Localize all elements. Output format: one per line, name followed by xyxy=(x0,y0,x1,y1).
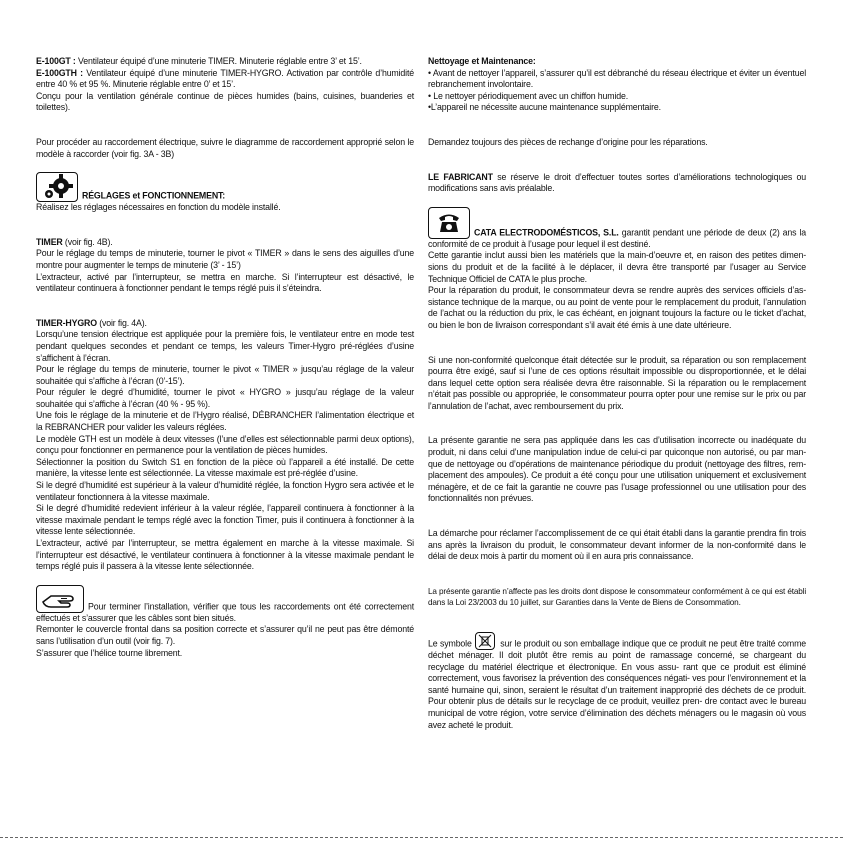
settings-heading xyxy=(36,172,414,202)
warranty-text-3: Pour la réparation du produit, le consommateur devra se rendre auprès des services officiels d’as- sistance technique de la marque, ou au point de vente pour le remplacement du produit, l’annulation de l’achat ou la réduction du prix, le cas échéant, en joignant toujours la facture ou le ticket d’achat, ou bien le bon de livraison correspondant s’il avait été émis à une date ultérieure. xyxy=(428,285,806,330)
hygro-heading xyxy=(36,318,414,330)
hygro-ref: (voir fig. 4A). xyxy=(96,317,147,328)
timer-text-2: L’extracteur, activé par l’interrupteur, se mettra en marche. Si l’interrupteur est désactivé, le ventilateur continuera à fonctionner pendant le temps réglé puis il s’éteindra. xyxy=(36,271,414,294)
hygro-text-2: Pour le réglage du temps de minuterie, tourner le pivot « TIMER » jusqu’au réglage de la valeur souhaitée qui s’affiche à l’écran (0’-15’). xyxy=(36,364,414,386)
timer-ref: (voir fig. 4B). xyxy=(62,236,113,247)
model-gth-label: E-100GTH : xyxy=(36,67,83,78)
law-text: La présente garantie n’affecte pas les droits dont dispose le consommateur conformément à ce qui est établi dans la Loi 23/2003 du 10 juillet, sur Garanties dans la Vente de Biens de Consommation. xyxy=(428,586,806,608)
finish-text-3: S’assurer que l’hélice tourne librement. xyxy=(36,647,183,658)
hygro-text-4: Une fois le réglage de la minuterie et de l’Hygro réalisé, DÉBRANCHER l’alimentation électrique et la REBRANCHER pour valider les valeurs réglées. xyxy=(36,410,414,433)
finish-text-2: Remonter le couvercle frontal dans sa position correcte et s’assurer qu’il ne peut pas être démonté sans l’utilisation d’un outil (voir fig. 7). xyxy=(36,624,414,646)
hygro-title: TIMER-HYGRO xyxy=(36,317,97,328)
maintenance-item-3: •L’appareil ne nécessite aucune maintenance supplémentaire. xyxy=(428,102,661,113)
settings-text: Réalisez les réglages nécessaires en fonction du modèle installé. xyxy=(36,202,281,213)
maintenance-item-2: • Le nettoyer périodiquement avec un chiffon humide. xyxy=(428,90,629,101)
hygro-text-1: Lorsqu’une tension électrique est appliquée pour la première fois, le ventilateur entre en mode test pendant quelques secondes et pendant ce temps, les valeurs Timer-Hygro pré-réglées d’usine s’affichent à l’écran. xyxy=(36,329,414,363)
weee-paragraph xyxy=(428,632,806,731)
spare-parts-text: Demandez toujours des pièces de rechange d’origine pour les réparations. xyxy=(428,136,708,147)
settings-title: RÉGLAGES et FONCTIONNEMENT: xyxy=(82,190,226,201)
hygro-text-8: Si le degré d’humidité redevient inférieur à la valeur réglée, l’appareil continuera à fonctionner à la vitesse maximale pendant le temps réglé avec la fonction Timer, puis il continuera à fonctionner à la vitesse lente sélectionnée. xyxy=(36,503,414,537)
hygro-text-6: Sélectionner la position du Switch S1 en fonction de la pièce où l’appareil a été installé. De cette manière, la vitesse lente est sélectionnée. La vitesse maximale est pré-réglée d’usine. xyxy=(36,456,414,479)
hygro-text-5: Le modèle GTH est un modèle à deux vitesses (l’une d’elles est sélectionnable parmi deux options), conçu pour fonctionner en permanence pour la ventilation de pièces humides. xyxy=(36,433,414,456)
hygro-text-9: L’extracteur, activé par l’interrupteur, se mettra également en marche à la vitesse maximale. Si l’interrupteur est désactivé, le ventilateur continuera à fonctionner à la vitesse maximale pendant le temps réglé puis il passera à la vitesse lente sélectionnée. xyxy=(36,538,414,572)
nonconformity-text: Si une non-conformité quelconque était détectée sur le produit, sa réparation ou son remplacement pourra être exigé, sauf si l’une de ces options résultait impossible ou disproportionnée, et le délai dans lequel cette option sera réalisée devra être raisonnable. Si la réparation ou le remplacement n’était pas possible ou appropriée, le consommateur pourra opter pour une remise sur le prix ou par l’annulation de l’achat, avec remboursement du prix. xyxy=(428,354,806,411)
left-column xyxy=(36,56,414,659)
usage-paragraph: Conçu pour la ventilation générale continue de pièces humides (bains, cuisines, buanderies et toilettes). xyxy=(36,90,414,113)
finish-text-1-content: Pour terminer l’installation, vérifier que tous les raccordements ont été correctement effectués et s’assurer que les câbles sont bien situés. xyxy=(36,601,414,623)
warranty-text-2: Cette garantie inclut aussi bien les matériels que la main-d’oeuvre et, en raison des petites dimen- sions du produit et de la facilité à le déplacer, il devra être transporté par l’usager au Service Technique Officiel de CATA le plus proche. xyxy=(428,250,806,284)
manufacturer-paragraph xyxy=(428,172,806,195)
maintenance-item-1: • Avant de nettoyer l’appareil, s’assurer qu’il est débranché du réseau électrique et éviter un éventuel rebranchement involontaire. xyxy=(428,67,806,90)
timer-text-1: Pour le réglage du temps de minuterie, tourner le pivot « TIMER » dans le sens des aiguilles d’une montre pour augmenter le temps de minuterie (3’ - 15’) xyxy=(36,248,414,270)
page-bottom-border xyxy=(0,837,843,840)
manufacturer-text: se réserve le droit d’effectuer toutes sortes d’améliorations technologiques ou modifications sans avis préalable. xyxy=(428,171,806,194)
model-gt-paragraph xyxy=(36,56,414,68)
weee-text-end: sur le produit ou son emballage indique que ce produit ne peut être traité comme déchet ménager. Il doit plutôt être remis au point de ramassage concerné, se chargeant du recyclage du matériel électrique et électronique. En vous assu- rant que ce produit est éliminé correctement, vous favorisez la prévention des conséquences négati- ves pour l’environnement et la santé humaine qui, sinon, seraient le résultat d’un traitement inapproprié des déchets de ce produit. Pour obtenir plus de détails sur le recyclage de ce produit, veuillez pren- dre contact avec le bureau municipal de votre région, votre service d’élimination des déchets ménagers ou le magasin où vous avez acheté le produit. xyxy=(428,638,806,730)
claim-text: La démarche pour réclamer l’accomplissement de ce qui était établi dans la garantie prendra fin trois ans après la livraison du produit, le consommateur devant informer de la non-conformité dans le délai de deux mois à partir du moment où il en aura pris connaissance. xyxy=(428,528,806,562)
gear-icon xyxy=(36,172,78,202)
model-gth-paragraph xyxy=(36,68,414,91)
warranty-company: CATA ELECTRODOMÉSTICOS, S.L. xyxy=(474,227,619,238)
exclusion-text: La présente garantie ne sera pas appliquée dans les cas d’utilisation incorrecte ou inadéquate du produit, ni dans celui d’une manipulation indue de celui-ci par quiconque non autorisé, ou par man- que de nettoyage ou d’opérations de maintenance périodique du produit (nettoyage des filtres, rem- placement des ampoules). Ce produit a été conçu pour une utilisation uniquement et exclusivement ménagère, et de ce fait la garantie ne couvre pas l’usage professionnel ou une utilisation pour des fonctionnalités non prévues. xyxy=(428,435,806,504)
pointing-hand-icon xyxy=(36,585,84,613)
crossed-bin-icon xyxy=(475,632,495,650)
model-gth-text: Ventilateur équipé d’une minuterie TIMER-HYGRO. Activation par contrôle d’humidité entre 40 % et 95 %. Minuterie réglable entre 0’ et 15’. xyxy=(36,67,415,90)
finish-text-1 xyxy=(36,585,414,625)
timer-title: TIMER xyxy=(36,236,63,247)
warranty-text: garantit pendant une période de deux (2) ans la conformité de ce produit à l’usage pour lequel il est destiné. xyxy=(428,227,806,249)
right-column xyxy=(428,56,806,731)
weee-text-start: Le symbole xyxy=(428,638,472,649)
warranty-paragraph xyxy=(428,207,806,251)
manufacturer-label: LE FABRICANT xyxy=(428,171,493,182)
maintenance-title: Nettoyage et Maintenance: xyxy=(428,56,536,66)
model-gt-label: E-100GT : xyxy=(36,56,76,66)
telephone-icon xyxy=(428,207,470,239)
model-gt-text: Ventilateur équipé d’une minuterie TIMER. Minuterie réglable entre 3’ et 15’. xyxy=(75,56,362,66)
hygro-text-3: Pour réguler le degré d’humidité, tourner le pivot « HYGRO » jusqu’au réglage de la valeur souhaitée qui s’affiche à l’écran (40 % - 95 %). xyxy=(36,387,414,409)
hygro-text-7: Si le degré d’humidité est supérieur à la valeur d’humidité réglée, la fonction Hygro sera activée et le ventilateur fonctionnera à la vitesse maximale. xyxy=(36,480,414,502)
timer-heading xyxy=(36,237,414,249)
wiring-paragraph: Pour procéder au raccordement électrique, suivre le diagramme de raccordement approprié selon le modèle à raccorder (voir fig. 3A - 3B) xyxy=(36,136,414,159)
